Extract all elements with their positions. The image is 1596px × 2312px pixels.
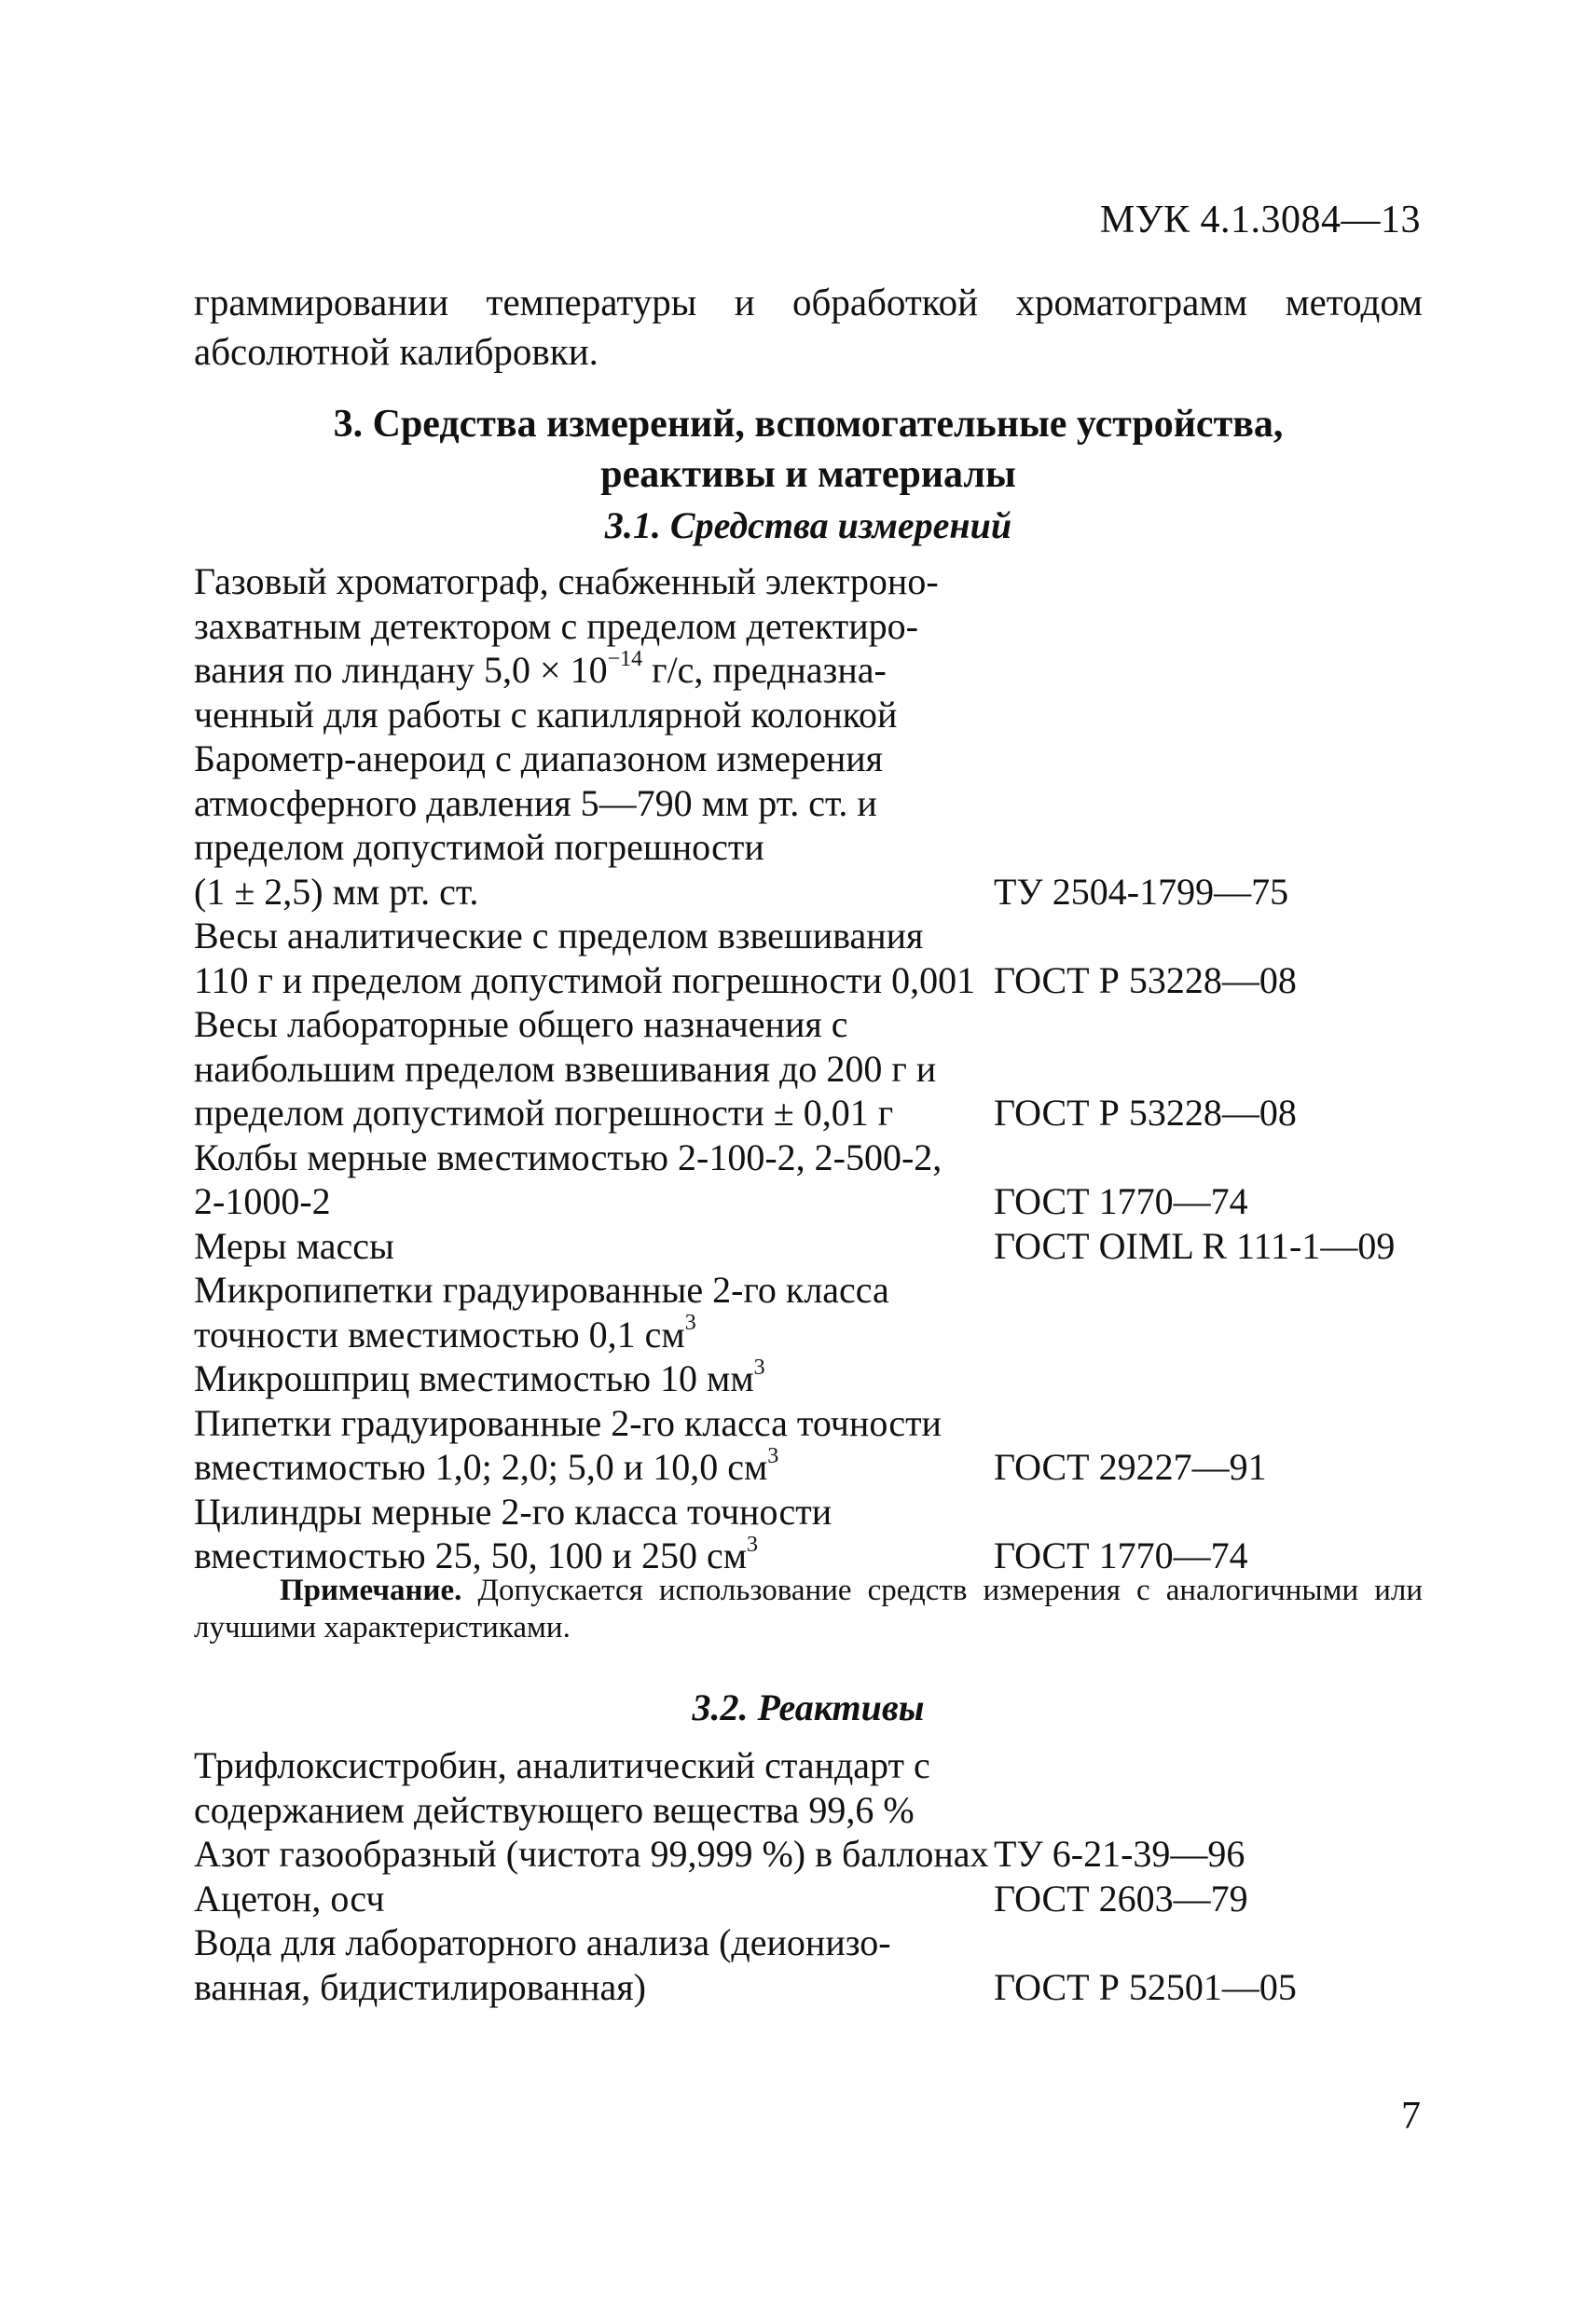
item-description bbox=[194, 914, 994, 1002]
item-standard: ГОСТ 2603—79 bbox=[994, 1877, 1248, 1920]
item-line: Трифлоксистробин, аналитический стандарт с bbox=[194, 1744, 930, 1786]
item-line: Микропипетки градуированные 2-го класса bbox=[194, 1269, 889, 1311]
list-item bbox=[194, 1135, 1452, 1224]
note bbox=[194, 1572, 1423, 1646]
item-description bbox=[194, 736, 994, 914]
item-description bbox=[194, 1135, 994, 1224]
item-description bbox=[194, 1743, 994, 1832]
item-line-text: вместимостью 25, 50, 100 и 250 см bbox=[194, 1534, 748, 1576]
item-description bbox=[194, 1877, 994, 1921]
exponent: −14 bbox=[607, 646, 643, 671]
item-standard: ГОСТ 1770—74 bbox=[994, 1534, 1248, 1576]
exponent: 3 bbox=[684, 1311, 696, 1336]
section-heading bbox=[194, 399, 1423, 500]
item-description bbox=[194, 1268, 994, 1356]
item-description bbox=[194, 1356, 994, 1401]
item-line: Вода для лабораторного анализа (деионизо- bbox=[194, 1921, 891, 1963]
list-item bbox=[194, 1224, 1452, 1269]
item-line bbox=[194, 1356, 994, 1401]
continued-paragraph: граммировании температуры и обработкой хроматограмм методом абсолютной калибровки. bbox=[194, 281, 1423, 373]
item-standard: ГОСТ Р 52501—05 bbox=[994, 1965, 1297, 2008]
item-line: 110 г и пределом допустимой погрешности 0,001 bbox=[194, 958, 976, 1001]
item-line: (1 ± 2,5) мм рт. ст. bbox=[194, 870, 479, 913]
item-standard: ГОСТ 1770—74 bbox=[994, 1180, 1248, 1222]
item-line: Меры массы bbox=[194, 1224, 394, 1267]
item-line bbox=[194, 1445, 994, 1490]
item-line-text: вания по линдану 5,0 × 10 bbox=[194, 649, 608, 691]
measuring-instruments-list bbox=[194, 559, 1452, 1578]
list-item bbox=[194, 914, 1452, 1002]
item-standard: ТУ 6-21-39—96 bbox=[994, 1833, 1245, 1875]
item-description bbox=[194, 1832, 994, 1877]
item-standard: ТУ 2504-1799—75 bbox=[994, 870, 1289, 913]
note-text: Допускается использование средств измерения с аналогичными или лучшими характеристиками. bbox=[194, 1574, 1423, 1645]
item-line: Весы лабораторные общего назначения с bbox=[194, 1003, 848, 1045]
item-description bbox=[194, 1224, 994, 1269]
subsection-heading-reagents: 3.2. Реактивы bbox=[692, 1686, 925, 1728]
list-item bbox=[194, 1743, 1452, 1832]
item-line: захватным детектором с пределом детектиро- bbox=[194, 604, 918, 647]
item-line-text: вместимостью 1,0; 2,0; 5,0 и 10,0 см bbox=[194, 1446, 768, 1488]
item-description bbox=[194, 1490, 994, 1578]
item-line: Ацетон, осч bbox=[194, 1877, 385, 1920]
item-line: ченный для работы с капиллярной колонкой bbox=[194, 693, 898, 736]
item-line bbox=[194, 1313, 994, 1357]
note-label: Примечание. bbox=[280, 1574, 462, 1607]
item-description bbox=[194, 1002, 994, 1135]
item-description bbox=[194, 559, 994, 736]
item-standard: ГОСТ Р 53228—08 bbox=[994, 1092, 1297, 1134]
list-item bbox=[194, 1268, 1452, 1356]
section-heading-line-1: 3. Средства измерений, вспомогательные устройства, bbox=[333, 403, 1284, 446]
list-item bbox=[194, 1877, 1452, 1921]
item-standard: ГОСТ 29227—91 bbox=[994, 1446, 1267, 1488]
exponent: 3 bbox=[753, 1355, 765, 1380]
list-item bbox=[194, 1490, 1452, 1578]
list-item bbox=[194, 559, 1452, 736]
item-line: Колбы мерные вместимостью 2-100-2, 2-500-2, bbox=[194, 1135, 942, 1178]
item-line-text: Микрошприц вместимостью 10 мм bbox=[194, 1357, 754, 1399]
reagents-list bbox=[194, 1743, 1452, 2009]
list-item bbox=[194, 1832, 1452, 1877]
exponent: 3 bbox=[747, 1532, 759, 1557]
item-line: атмосферного давления 5—790 мм рт. ст. и bbox=[194, 781, 877, 824]
item-line: пределом допустимой погрешности bbox=[194, 826, 764, 868]
item-line: Азот газообразный (чистота 99,999 %) в баллонах bbox=[194, 1833, 989, 1875]
item-standard: ГОСТ OIML R 111-1—09 bbox=[994, 1224, 1396, 1267]
item-line: наибольшим пределом взвешивания до 200 г и bbox=[194, 1047, 937, 1090]
list-item bbox=[194, 1401, 1452, 1490]
item-line bbox=[194, 648, 994, 693]
item-description bbox=[194, 1920, 994, 2009]
item-line: содержанием действующего вещества 99,6 % bbox=[194, 1788, 915, 1831]
list-item bbox=[194, 1002, 1452, 1135]
list-item bbox=[194, 736, 1452, 914]
list-item bbox=[194, 1356, 1452, 1401]
page-number: 7 bbox=[1401, 2095, 1421, 2138]
item-line: Цилиндры мерные 2-го класса точности bbox=[194, 1490, 832, 1533]
item-line: Барометр-анероид с диапазоном измерения bbox=[194, 737, 884, 779]
exponent: 3 bbox=[767, 1443, 779, 1468]
section-heading-line-2: реактивы и материалы bbox=[600, 453, 1016, 496]
item-line: Газовый хроматограф, снабженный электроно- bbox=[194, 560, 939, 602]
item-standard: ГОСТ Р 53228—08 bbox=[994, 958, 1297, 1001]
item-line: 2-1000-2 bbox=[194, 1180, 331, 1222]
item-line: ванная, бидистилированная) bbox=[194, 1965, 646, 2008]
item-line: Весы аналитические с пределом взвешивания bbox=[194, 915, 924, 956]
item-line-text: г/с, предназна- bbox=[642, 649, 887, 691]
item-line: Пипетки градуированные 2-го класса точности bbox=[194, 1401, 942, 1444]
running-header: МУК 4.1.3084—13 bbox=[1099, 199, 1421, 241]
list-item bbox=[194, 1920, 1452, 2009]
subsection-heading-measuring-instruments: 3.1. Средства измерений bbox=[604, 504, 1012, 546]
item-description bbox=[194, 1401, 994, 1490]
item-line: пределом допустимой погрешности ± 0,01 г bbox=[194, 1092, 894, 1134]
item-line-text: точности вместимостью 0,1 см bbox=[194, 1313, 685, 1356]
